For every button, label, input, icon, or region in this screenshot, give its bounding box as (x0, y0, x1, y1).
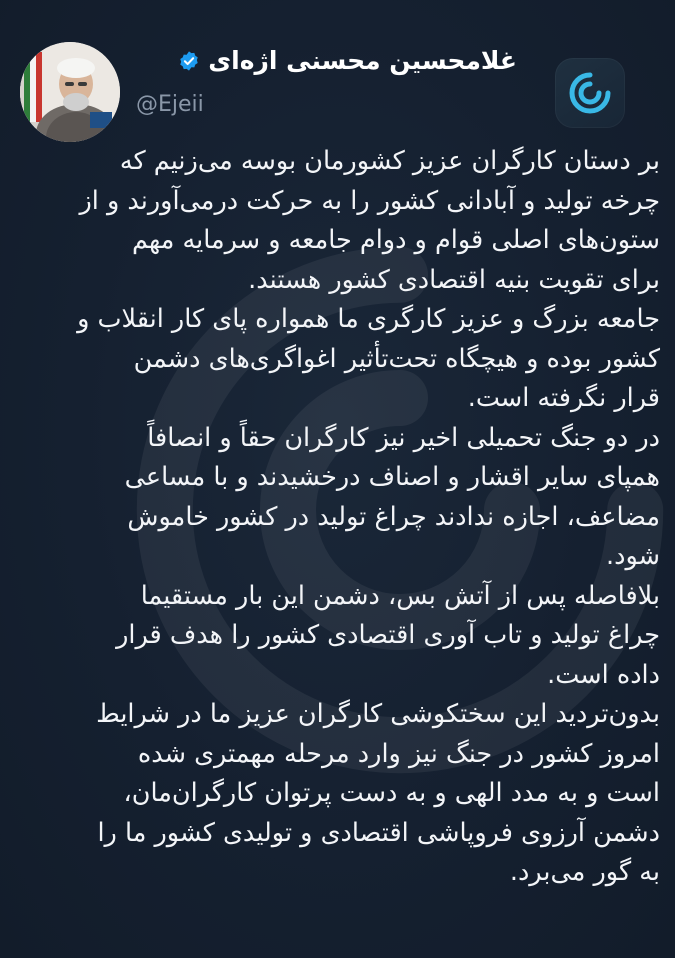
tweet-paragraph: جامعه بزرگ و عزیز کارگری ما همواره پای کار انقلاب و کشور بوده و هیچگاه تحت‌تأثیر اغواگری‌های دشمن قرار نگرفته است. (77, 304, 660, 413)
profile-photo-icon (20, 42, 120, 142)
tweet-text (20, 142, 660, 893)
name-row (178, 46, 517, 75)
avatar[interactable] (20, 42, 120, 142)
app-logo-icon (555, 58, 625, 128)
display-name[interactable]: غلامحسین محسنی اژه‌ای (208, 46, 517, 75)
tweet-paragraph: بدون‌تردید این سختکوشی کارگران عزیز ما در شرایط امروز کشور در جنگ نیز وارد مرحله مهمتری شده است و به مدد الهی و به دست پرتوان کارگران‌مان، دشمن آرزوی فروپاشی اقتصادی و تولیدی کشور ما را به گور می‌برد. (96, 699, 660, 887)
user-handle[interactable]: @Ejeii (136, 92, 204, 117)
app-logo-glyph-icon (567, 70, 613, 116)
verified-badge-icon (178, 50, 200, 72)
tweet-header (0, 30, 675, 130)
tweet-paragraph: بلافاصله پس از آتش بس، دشمن این بار مستقیما چراغ تولید و تاب آوری اقتصادی کشور را هدف قرار داده است. (116, 580, 660, 690)
tweet-paragraph: بر دستان کارگران عزیز کشورمان بوسه می‌زنیم که چرخه تولید و آبادانی کشور را به حرکت درمی‌آورند و از ستون‌های اصلی قوام و دوام جامعه و سرمایه مهم برای تقویت بنیه اقتصادی کشور هستند. (79, 146, 660, 295)
tweet-paragraph: در دو جنگ تحمیلی اخیر نیز کارگران حقاً و انصافاً همپای سایر اقشار و اصناف درخشیدند و با مساعی مضاعف، اجازه ندادند چراغ تولید در کشور خاموش شود. (124, 422, 660, 571)
